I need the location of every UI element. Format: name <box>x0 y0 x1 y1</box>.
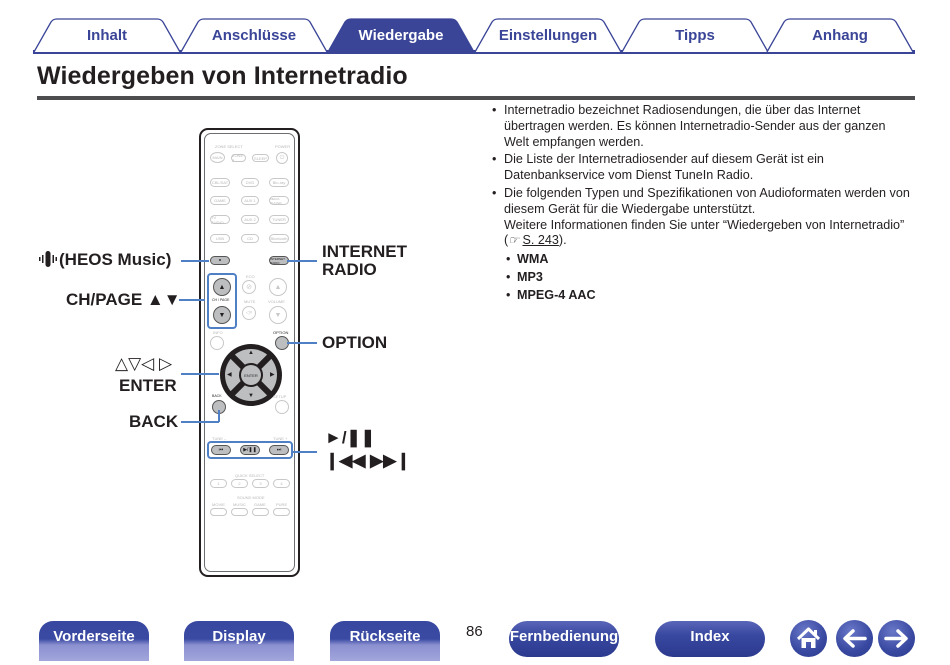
tune-plus-label: TUNE + <box>273 436 288 441</box>
tab-anschluesse[interactable]: Anschlüsse <box>180 18 328 52</box>
fernbedienung-button[interactable]: Fernbedienung <box>509 621 619 657</box>
display-button[interactable]: Display <box>184 621 294 661</box>
heos-music-button: ⬩ <box>210 256 230 265</box>
mute-button: ◁× <box>242 306 256 320</box>
internet-radio-callout-line <box>287 260 317 262</box>
pointing-hand-icon: ☞ <box>508 233 519 248</box>
tune-minus-label: TUNE – <box>212 436 227 441</box>
home-button[interactable] <box>790 620 827 657</box>
tab-anhang[interactable]: Anhang <box>766 18 914 52</box>
heos-music-callout: (HEOS Music) <box>37 251 171 269</box>
dvd-button: DVD <box>241 178 259 187</box>
rueckseite-button[interactable]: Rückseite <box>330 621 440 661</box>
game-mode-button <box>252 508 269 516</box>
power-icon: ⏻ <box>276 152 288 164</box>
ch-down-button: ▼ <box>213 306 231 324</box>
skip-callout: ❙◀◀ ▶▶❙ <box>325 451 411 470</box>
play-pause-button: ▶/❚❚ <box>240 445 260 455</box>
game-button: GAME <box>210 196 230 205</box>
option-callout: OPTION <box>322 333 388 352</box>
tab-tipps[interactable]: Tipps <box>621 18 769 52</box>
format-item: • MPEG-4 AAC <box>504 288 910 304</box>
ch-up-button: ▲ <box>213 278 231 296</box>
right-arrow-icon: ▶ <box>270 372 275 378</box>
music-label: MUSIC <box>233 502 246 507</box>
game-mode-label: GAME <box>254 502 266 507</box>
enter-callout: ENTER <box>119 376 177 395</box>
volume-label: VOLUME <box>268 299 285 304</box>
next-page-button[interactable] <box>878 620 915 657</box>
down-arrow-icon: ▼ <box>248 393 254 399</box>
tab-inhalt[interactable]: Inhalt <box>33 18 181 52</box>
home-icon <box>790 620 827 657</box>
media-player-button: MEDIA PLAYER <box>269 196 289 205</box>
option-callout-line <box>287 342 317 344</box>
previous-button: ⏮ <box>211 445 231 455</box>
info-bullet: • Die Liste der Internetradiosender auf diesem Gerät ist ein Datenbankservice vom Dienst TuneIn Radio. <box>490 152 910 184</box>
arrows-callout: △▽◁ ▷ <box>115 354 173 373</box>
quick-select-4: 4 <box>273 479 290 488</box>
enter-button: ENTER <box>241 365 261 385</box>
back-callout-line <box>181 421 219 423</box>
main-button: MAIN <box>210 152 225 163</box>
back-callout-line-vertical <box>218 410 220 422</box>
movie-label: MOVIE <box>212 502 225 507</box>
index-button[interactable]: Index <box>655 621 765 657</box>
tv-audio-button: TV AUDIO <box>210 215 230 224</box>
previous-page-button[interactable] <box>836 620 873 657</box>
usb-button: USB <box>210 234 230 243</box>
tab-wiedergabe[interactable]: Wiedergabe <box>327 18 475 52</box>
vorderseite-button[interactable]: Vorderseite <box>39 621 149 661</box>
info-label: INFO <box>213 330 223 335</box>
tab-bar <box>33 16 915 54</box>
enter-callout-line <box>181 373 219 375</box>
setup-button <box>275 400 289 414</box>
internet-radio-callout: INTERNET RADIO <box>322 242 407 279</box>
quick-select-3: 3 <box>252 479 269 488</box>
cd-button: CD <box>241 234 259 243</box>
arrow-left-icon <box>836 620 873 657</box>
title-divider <box>37 96 915 100</box>
bluray-button: Blu-ray <box>269 178 289 187</box>
music-button <box>231 508 248 516</box>
bluetooth-button: Bluetooth <box>270 236 288 241</box>
quick-select-1: 1 <box>210 479 227 488</box>
aux1-button: AUX 1 <box>241 196 259 205</box>
quick-select-label: QUICK SELECT <box>235 473 265 478</box>
play-pause-callout: ►/❚❚ <box>325 428 376 447</box>
left-arrow-icon: ◀ <box>227 372 232 378</box>
heos-callout-line <box>181 260 209 262</box>
pure-label: PURE <box>276 502 288 507</box>
remote-control-illustration <box>199 128 300 577</box>
ch-page-callout-line <box>179 299 205 301</box>
info-button <box>210 336 224 350</box>
volume-down-button: ▼ <box>269 306 287 324</box>
aux2-button: AUX 2 <box>241 215 259 224</box>
movie-button <box>210 508 227 516</box>
eco-label: ECO <box>246 274 255 279</box>
info-bullet: • Die folgenden Typen und Spezifikationen von Audioformaten werden von diesem Gerät für die Wiedergabe unterstützt. Weitere Informationen finden Sie unter “Wiedergeben von Internetradio” (☞ S. 243). • WMA • MP3 • MPEG-4 AAC <box>490 186 910 304</box>
page-title: Wiedergeben von Internetradio <box>37 62 408 90</box>
ch-page-callout: CH/PAGE ▲▼ <box>66 290 181 309</box>
next-button: ⏭ <box>269 445 289 455</box>
sleep-button: SLEEP <box>252 154 269 162</box>
option-label: OPTION <box>273 330 289 335</box>
ch-page-label: CH / PAGE <box>212 298 230 302</box>
description-text <box>490 103 910 306</box>
format-item: • MP3 <box>504 270 910 286</box>
power-label: POWER <box>275 144 291 149</box>
tab-einstellungen[interactable]: Einstellungen <box>474 18 622 52</box>
format-item: • WMA <box>504 252 910 268</box>
heos-icon <box>37 251 59 267</box>
volume-up-button: ▲ <box>269 278 287 296</box>
sound-mode-label: SOUND MODE <box>237 495 265 500</box>
setup-label: SETUP <box>273 394 287 399</box>
info-list <box>490 103 910 304</box>
info-bullet: • Internetradio bezeichnet Radiosendungen, die über das Internet übertragen werden. Es können Internetradio-Sender aus der ganzen Welt empfangen werden. <box>490 103 910 150</box>
cbl-sat-button: CBL/SAT <box>211 180 229 185</box>
quick-select-2: 2 <box>231 479 248 488</box>
pure-button <box>273 508 290 516</box>
internet-radio-button: INTERNET RADIO <box>269 256 289 265</box>
up-arrow-icon: ▲ <box>248 350 254 356</box>
tuner-button: TUNER <box>269 215 289 224</box>
zone2-button: ZONE 2 <box>231 154 246 162</box>
page-number: 86 <box>466 623 483 640</box>
format-list <box>504 252 910 303</box>
zone-select-label: ZONE SELECT <box>215 144 243 149</box>
back-callout: BACK <box>129 412 179 431</box>
back-label: BACK <box>212 394 222 398</box>
transport-callout-line <box>291 451 317 453</box>
mute-label: MUTE <box>244 299 256 304</box>
page-reference-link[interactable]: S. 243 <box>522 233 559 248</box>
eco-button: ⊘ <box>242 280 256 294</box>
arrow-right-icon <box>878 620 915 657</box>
